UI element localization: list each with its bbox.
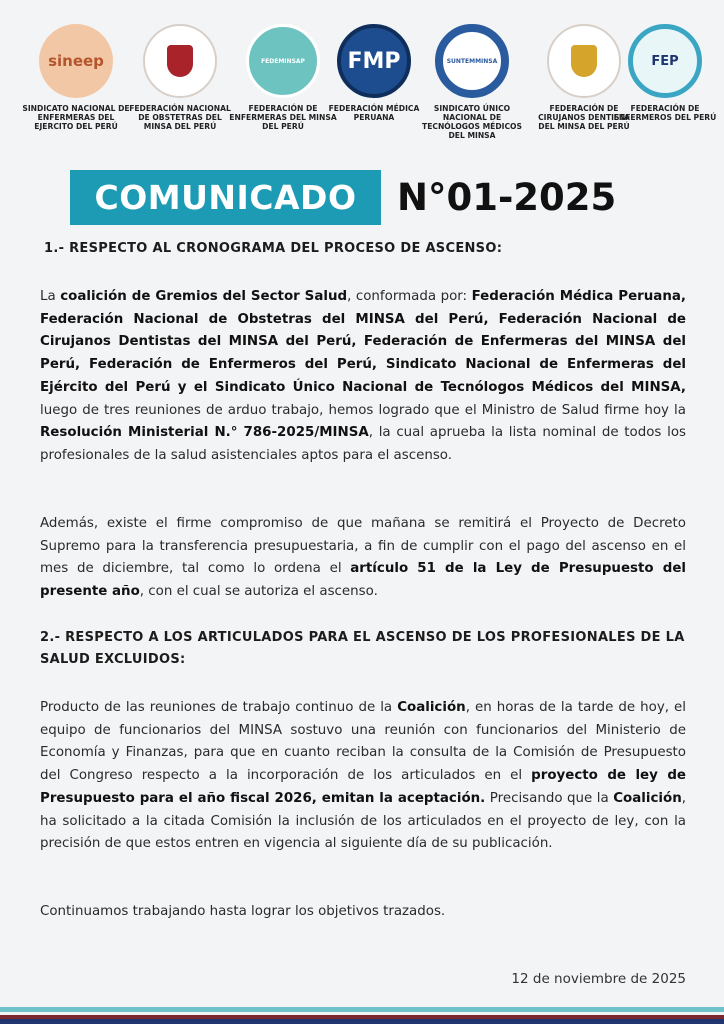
organization-name: FEDERACIÓN DE ENFERMERAS DEL MINSA DEL PERÚ (229, 104, 337, 131)
section-1-paragraph-1 (40, 286, 686, 468)
section-2-paragraph-2 (40, 901, 686, 924)
text: , ha solicitado a la citada Comisión la inclusión de los articulados en el proyecto de ley, con la precisión de que estos entren en vigencia al siguiente día de su publicación. (40, 790, 686, 852)
bold-text: Resolución Ministerial N.° 786-2025/MINSA (40, 425, 369, 441)
organization-logos (0, 24, 724, 154)
organization-name: FEDERACIÓN DE ENFERMEROS DEL PERÚ (613, 104, 717, 122)
section-2-paragraph-1 (40, 697, 686, 856)
footer-stripe-teal (0, 1007, 724, 1012)
text: Además, existe el firme compromiso de que mañana se remitirá el Proyecto de Decreto Supremo para la transferencia presupuestaria, a fin de cumplir con el pago del ascenso en el mes de diciembre, tal como lo ordena el (40, 516, 686, 577)
text: , la cual aprueba la lista nominal de todos los profesionales de la salud asistenciales aptos para el ascenso. (40, 425, 686, 463)
organization-logo-icon: FEP (628, 24, 702, 98)
text: La (40, 289, 61, 304)
text: , con el cual se autoriza el ascenso. (139, 584, 378, 600)
bold-text: Federación Médica Peruana, Federación Nacional de Obstetras del MINSA del Perú, Federación Nacional de Cirujanos Dentistas del MINSA del Perú, Federación de Enfermeras del MINSA del Perú, Federación de Enfermeros del Perú, Sindicato Nacional de Enfermeras del Ejército del Perú y el Sindicato Único Nacional de Tecnólogos Médicos del MINSA, (40, 289, 686, 395)
bold-text: coalición de Gremios del Sector Salud (60, 289, 348, 304)
organization-logo-icon (143, 24, 217, 98)
organization-name: FEDERACIÓN DE CIRUJANOS DENTISTA DEL MINSA DEL PERÚ (538, 104, 630, 131)
text: Precisando que la (485, 790, 614, 806)
bold-text: Coalición (397, 700, 466, 715)
organization-name: SINDICATO ÚNICO NACIONAL DE TECNÓLOGOS MÉDICOS DEL MINSA (422, 104, 522, 140)
organization (21, 24, 131, 131)
bold-text: artículo 51 de la Ley de Presupuesto del presente año (40, 561, 686, 600)
text: , en horas de la tarde de hoy, el equipo de funcionarios del MINSA sostuvo una reunión con funcionarios del Ministerio de Economía y Finanzas, para que en cuanto reciban la consulta de la Comisión de Presupuesto del Congreso respecto a la incorporación de los articulados en el (40, 700, 687, 784)
organization (125, 24, 235, 131)
organization (417, 24, 527, 140)
section-2-heading: 2.- RESPECTO A LOS ARTICULADOS PARA EL ASCENSO DE LOS PROFESIONALES DE LA SALUD EXCLUIDOS: (40, 630, 685, 667)
organization (610, 24, 720, 122)
text: luego de tres reuniones de arduo trabajo, hemos logrado que el Ministro de Salud firme hoy la (40, 402, 686, 418)
document-date: 12 de noviembre de 2025 (511, 971, 686, 987)
comunicado-number: N°01-2025 (397, 176, 617, 219)
organization-name: FEDERACIÓN NACIONAL DE OBSTETRAS DEL MINSA DEL PERÚ (129, 104, 231, 131)
section-1-heading: 1.- RESPECTO AL CRONOGRAMA DEL PROCESO DE ASCENSO: (44, 241, 503, 256)
organization-name: FEDERACIÓN MÉDICA PERUANA (328, 104, 420, 122)
organization-logo-icon: sineep (39, 24, 113, 98)
footer-stripe-navy (0, 1019, 724, 1024)
organization-logo-icon: FMP (337, 24, 411, 98)
organization-name: SINDICATO NACIONAL DE ENFERMERAS DEL EJERCITO DEL PERÚ (22, 104, 130, 131)
bold-text: proyecto de ley de Presupuesto para el año fiscal 2026, emitan la aceptación. (40, 768, 686, 806)
bold-text: Coalición (613, 790, 682, 806)
text: Producto de las reuniones de trabajo continuo de la (40, 700, 398, 715)
section-1-paragraph-2 (40, 513, 686, 604)
comunicado-banner: COMUNICADO (70, 170, 381, 225)
organization (319, 24, 429, 122)
text: Continuamos trabajando hasta lograr los objetivos trazados. (40, 904, 446, 919)
organization-logo-icon: FEDEMINSAP (246, 24, 320, 98)
text: , conformada por: (347, 289, 472, 304)
organization-logo-icon: SUNTEMMINSA (435, 24, 509, 98)
